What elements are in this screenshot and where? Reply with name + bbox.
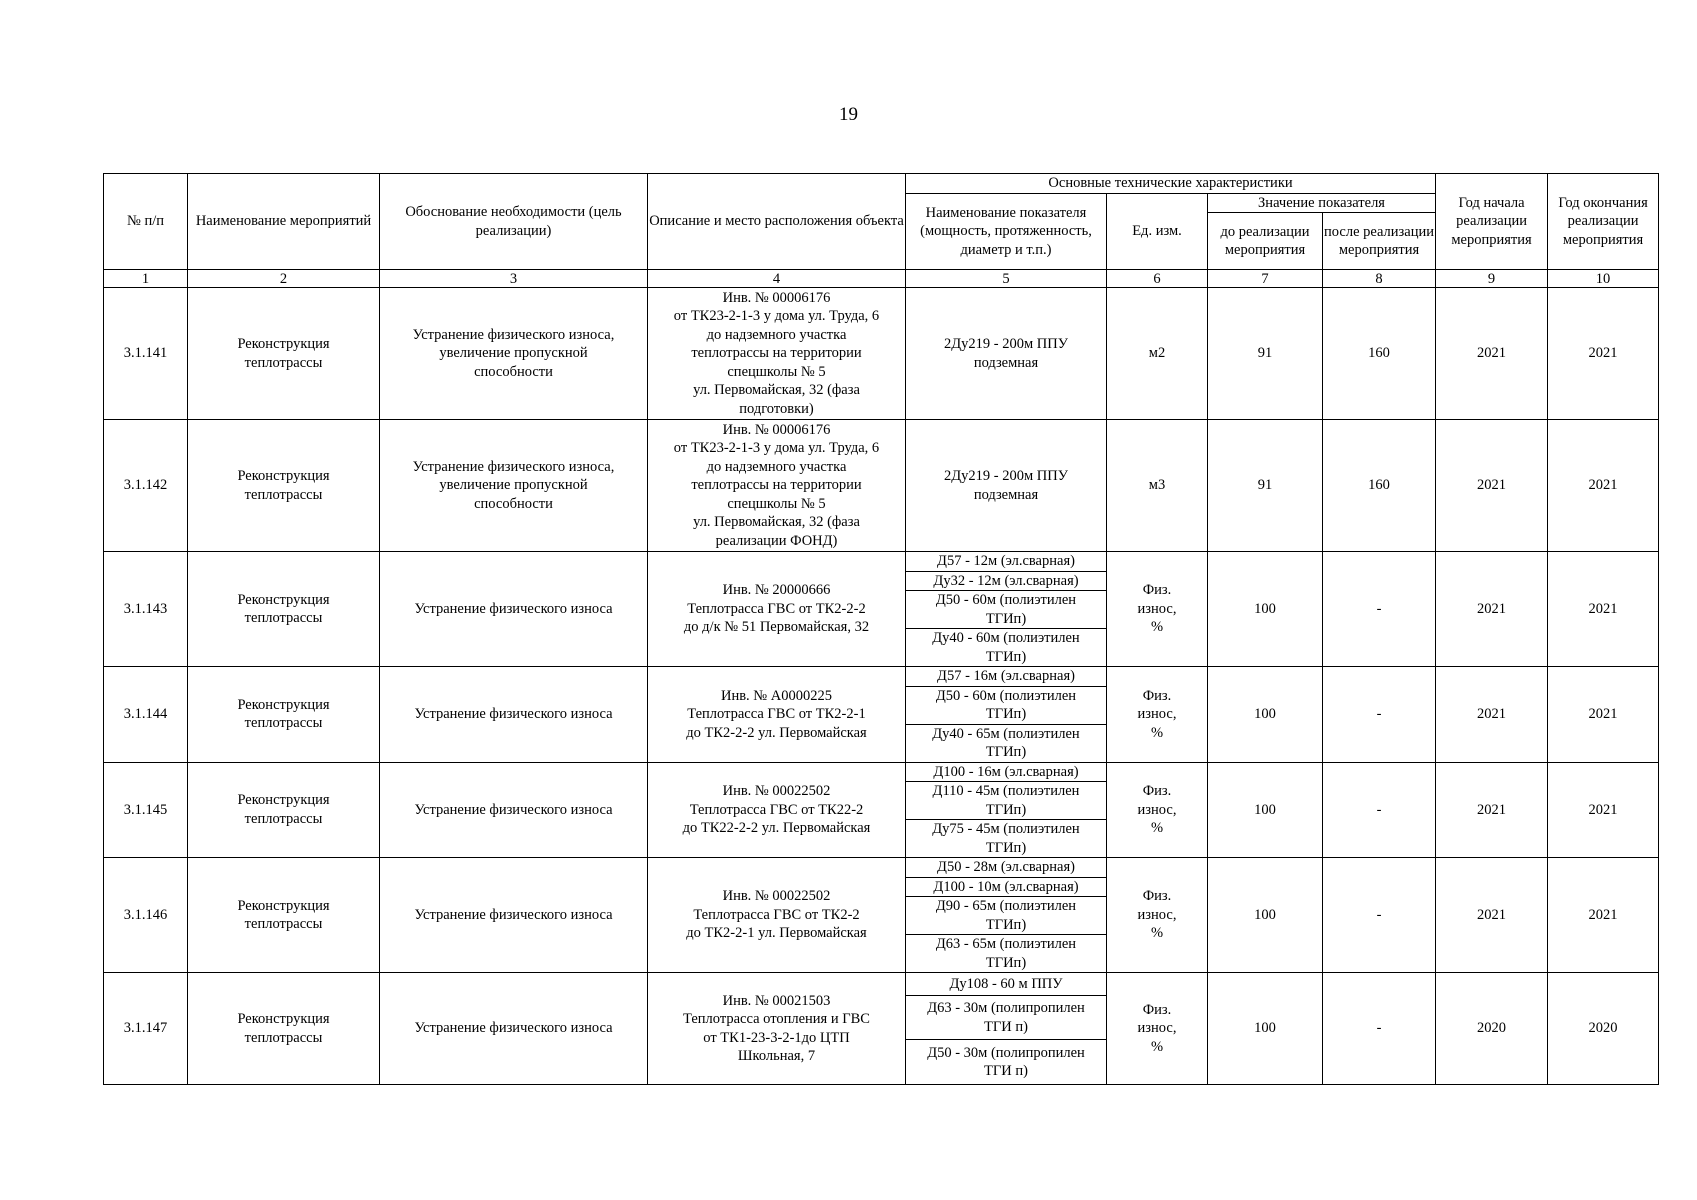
indicator-item: Д110 - 45м (полиэтилен ТГИп) bbox=[906, 782, 1106, 820]
indicator-cell bbox=[906, 667, 1107, 763]
object-description: Инв. № 00022502 Теплотрасса ГВС от ТК2-2 до ТК2-2-1 ул. Первомайская bbox=[648, 858, 906, 973]
indicator-item: Д63 - 65м (полиэтилен ТГИп) bbox=[906, 935, 1106, 973]
unit-of-measure: м3 bbox=[1107, 420, 1208, 552]
indicator-item: Ду108 - 60 м ППУ bbox=[949, 975, 1063, 992]
measure-name: Реконструкция теплотрассы bbox=[188, 552, 380, 667]
start-year: 2021 bbox=[1436, 762, 1548, 858]
column-number: 9 bbox=[1436, 270, 1548, 288]
column-number: 3 bbox=[380, 270, 648, 288]
value-after: - bbox=[1323, 667, 1436, 763]
object-description: Инв. № 00022502 Теплотрасса ГВС от ТК22-2 до ТК22-2-2 ул. Первомайская bbox=[648, 762, 906, 858]
table-row bbox=[104, 288, 1659, 420]
measures-table bbox=[103, 173, 1659, 1085]
unit-of-measure: Физ. износ, % bbox=[1107, 552, 1208, 667]
unit-of-measure: Физ. износ, % bbox=[1107, 762, 1208, 858]
table-row bbox=[104, 858, 1659, 973]
value-after: - bbox=[1323, 762, 1436, 858]
end-year: 2020 bbox=[1548, 973, 1659, 1085]
indicator-item: Д50 - 30м (полипропилен ТГИ п) bbox=[906, 1040, 1106, 1084]
header-group-main: Основные технические характеристики bbox=[906, 174, 1436, 194]
end-year: 2021 bbox=[1548, 288, 1659, 420]
value-before: 100 bbox=[1208, 667, 1323, 763]
value-before: 100 bbox=[1208, 552, 1323, 667]
value-before: 100 bbox=[1208, 762, 1323, 858]
row-number: 3.1.141 bbox=[104, 288, 188, 420]
measure-reason: Устранение физического износа bbox=[380, 973, 648, 1085]
measure-reason: Устранение физического износа, увеличение пропускной способности bbox=[380, 420, 648, 552]
object-description: Инв. № 00021503 Теплотрасса отопления и ГВС от ТК1-23-3-2-1до ЦТП Школьная, 7 bbox=[648, 973, 906, 1085]
indicator-item: Д57 - 12м (эл.сварная) bbox=[937, 553, 1075, 569]
table-header bbox=[104, 174, 1659, 288]
measure-reason: Устранение физического износа bbox=[380, 552, 648, 667]
value-after: - bbox=[1323, 973, 1436, 1085]
column-number: 7 bbox=[1208, 270, 1323, 288]
end-year: 2021 bbox=[1548, 667, 1659, 763]
header-unit: Ед. изм. bbox=[1107, 193, 1208, 270]
indicator-item: Ду40 - 65м (полиэтилен ТГИп) bbox=[906, 724, 1106, 762]
row-number: 3.1.145 bbox=[104, 762, 188, 858]
header-indicator: Наименование показателя (мощность, протяженность, диаметр и т.п.) bbox=[906, 193, 1107, 270]
start-year: 2020 bbox=[1436, 973, 1548, 1085]
page-number: 19 bbox=[839, 104, 858, 125]
indicator-item: Д90 - 65м (полиэтилен ТГИп) bbox=[906, 897, 1106, 935]
column-number: 8 bbox=[1323, 270, 1436, 288]
column-number: 6 bbox=[1107, 270, 1208, 288]
measure-name: Реконструкция теплотрассы bbox=[188, 973, 380, 1085]
indicator-cell bbox=[906, 288, 1107, 420]
value-after: 160 bbox=[1323, 288, 1436, 420]
measure-name: Реконструкция теплотрассы bbox=[188, 858, 380, 973]
header-description: Описание и место расположения объекта bbox=[648, 174, 906, 270]
indicator-cell bbox=[906, 420, 1107, 552]
unit-of-measure: Физ. износ, % bbox=[1107, 858, 1208, 973]
indicator-cell bbox=[906, 552, 1107, 667]
indicator-item: Ду40 - 60м (полиэтилен ТГИп) bbox=[906, 629, 1106, 667]
column-number: 1 bbox=[104, 270, 188, 288]
start-year: 2021 bbox=[1436, 552, 1548, 667]
header-start-year: Год начала реализации мероприятия bbox=[1436, 174, 1548, 270]
indicator-item: Д100 - 16м (эл.сварная) bbox=[933, 763, 1079, 780]
value-after: - bbox=[1323, 858, 1436, 973]
table-row bbox=[104, 762, 1659, 858]
measure-name: Реконструкция теплотрассы bbox=[188, 762, 380, 858]
column-number: 5 bbox=[906, 270, 1107, 288]
indicator-item: Д57 - 16м (эл.сварная) bbox=[937, 668, 1075, 684]
object-description: Инв. № 00006176 от ТК23-2-1-3 у дома ул. Труда, 6 до надземного участка теплотрассы на территории спецшколы № 5 ул. Первомайская, 32 (фаза подготовки) bbox=[648, 288, 906, 420]
row-number: 3.1.144 bbox=[104, 667, 188, 763]
object-description: Инв. № 00006176 от ТК23-2-1-3 у дома ул. Труда, 6 до надземного участка теплотрассы на территории спецшколы № 5 ул. Первомайская, 32 (фаза реализации ФОНД) bbox=[648, 420, 906, 552]
value-after: - bbox=[1323, 552, 1436, 667]
start-year: 2021 bbox=[1436, 288, 1548, 420]
column-numbers-row bbox=[104, 270, 1659, 288]
measure-reason: Устранение физического износа bbox=[380, 667, 648, 763]
measure-reason: Устранение физического износа bbox=[380, 858, 648, 973]
value-before: 91 bbox=[1208, 420, 1323, 552]
indicator-item: Ду75 - 45м (полиэтилен ТГИп) bbox=[906, 820, 1106, 858]
header-before: до реализации мероприятия bbox=[1208, 213, 1323, 270]
value-after: 160 bbox=[1323, 420, 1436, 552]
row-number: 3.1.146 bbox=[104, 858, 188, 973]
indicator-item: Д50 - 60м (полиэтилен ТГИп) bbox=[906, 686, 1106, 724]
header-end-year: Год окончания реализации мероприятия bbox=[1548, 174, 1659, 270]
object-description: Инв. № А0000225 Теплотрасса ГВС от ТК2-2-1 до ТК2-2-2 ул. Первомайская bbox=[648, 667, 906, 763]
header-reason: Обоснование необходимости (цель реализации) bbox=[380, 174, 648, 270]
table-row bbox=[104, 420, 1659, 552]
column-number: 4 bbox=[648, 270, 906, 288]
header-after: после реализации мероприятия bbox=[1323, 213, 1436, 270]
table-row bbox=[104, 973, 1659, 1085]
table-body bbox=[104, 288, 1659, 1085]
column-number: 10 bbox=[1548, 270, 1659, 288]
value-before: 100 bbox=[1208, 973, 1323, 1085]
indicator-cell bbox=[906, 762, 1107, 858]
end-year: 2021 bbox=[1548, 858, 1659, 973]
end-year: 2021 bbox=[1548, 552, 1659, 667]
start-year: 2021 bbox=[1436, 420, 1548, 552]
indicator-cell bbox=[906, 973, 1107, 1085]
indicator-item: Д100 - 10м (эл.сварная) bbox=[906, 877, 1106, 897]
row-number: 3.1.147 bbox=[104, 973, 188, 1085]
object-description: Инв. № 20000666 Теплотрасса ГВС от ТК2-2-2 до д/к № 51 Первомайская, 32 bbox=[648, 552, 906, 667]
unit-of-measure: Физ. износ, % bbox=[1107, 667, 1208, 763]
column-number: 2 bbox=[188, 270, 380, 288]
unit-of-measure: м2 bbox=[1107, 288, 1208, 420]
header-name: Наименование мероприятий bbox=[188, 174, 380, 270]
measure-name: Реконструкция теплотрассы bbox=[188, 667, 380, 763]
end-year: 2021 bbox=[1548, 762, 1659, 858]
row-number: 3.1.142 bbox=[104, 420, 188, 552]
table-row bbox=[104, 667, 1659, 763]
header-group-value: Значение показателя bbox=[1208, 193, 1436, 213]
row-number: 3.1.143 bbox=[104, 552, 188, 667]
indicator-item: Д50 - 28м (эл.сварная) bbox=[937, 859, 1075, 875]
indicator-item: 2Ду219 - 200м ППУ подземная bbox=[944, 336, 1068, 371]
end-year: 2021 bbox=[1548, 420, 1659, 552]
value-before: 100 bbox=[1208, 858, 1323, 973]
header-num: № п/п bbox=[104, 174, 188, 270]
start-year: 2021 bbox=[1436, 667, 1548, 763]
indicator-item: Д63 - 30м (полипропилен ТГИ п) bbox=[906, 995, 1106, 1040]
indicator-item: Д50 - 60м (полиэтилен ТГИп) bbox=[906, 591, 1106, 629]
start-year: 2021 bbox=[1436, 858, 1548, 973]
measure-name: Реконструкция теплотрассы bbox=[188, 420, 380, 552]
unit-of-measure: Физ. износ, % bbox=[1107, 973, 1208, 1085]
measure-reason: Устранение физического износа bbox=[380, 762, 648, 858]
value-before: 91 bbox=[1208, 288, 1323, 420]
measure-name: Реконструкция теплотрассы bbox=[188, 288, 380, 420]
indicator-item: Ду32 - 12м (эл.сварная) bbox=[906, 571, 1106, 591]
indicator-cell bbox=[906, 858, 1107, 973]
measure-reason: Устранение физического износа, увеличение пропускной способности bbox=[380, 288, 648, 420]
table-row bbox=[104, 552, 1659, 667]
indicator-item: 2Ду219 - 200м ППУ подземная bbox=[944, 468, 1068, 503]
